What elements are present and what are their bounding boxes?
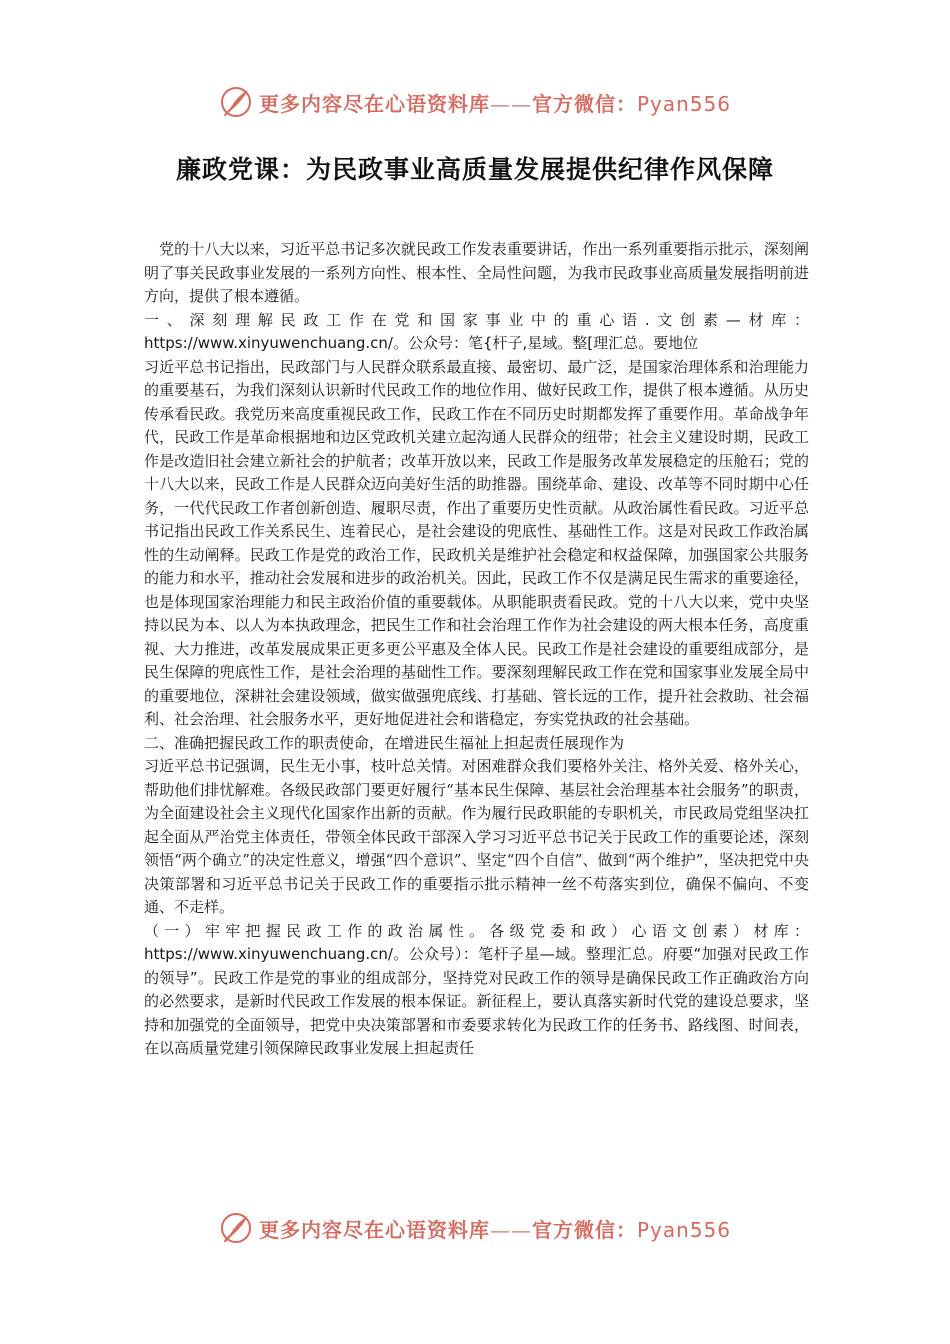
document-body xyxy=(144,238,809,1061)
feather-quill-logo-icon xyxy=(219,85,253,119)
section-heading-1: 一、深刻理解民政工作在党和国家事业中的重心语.文创素—材库：https://www.xinyuwenchuang.cn/。公众号：笔{杆子,星域。整[理汇总。要地位 xyxy=(144,310,809,352)
banner-text xyxy=(259,1214,731,1243)
banner-separator: —— xyxy=(489,91,532,116)
header-banner xyxy=(0,82,950,122)
banner-separator: —— xyxy=(489,1217,532,1242)
body-paragraph-2: 习近平总书记强调，民生无小事，枝叶总关情。对困难群众我们要格外关注、格外关爱、格外关心，帮助他们排忧解难。各级民政部门要更好履行“基本民生保障、基层社会治理基本社会服务”的职责，为全面建设社会主义现代化国家作出新的贡献。作为履行民政职能的专职机关，市民政局党组坚决扛起全面从严治党主体责任，带领全体民政干部深入学习习近平总书记关于民政工作的重要论述，深刻领悟“两个确立”的决定性意义，增强“四个意识”、坚定“四个自信”、做到“两个维护”，坚决把党中央决策部署和习近平总书记关于民政工作的重要指示批示精神一丝不苟落实到位，确保不偏向、不变通、不走样。 xyxy=(144,757,809,916)
document-title: 廉政党课：为民政事业高质量发展提供纪律作风保障 xyxy=(175,155,774,184)
subsection-paragraph-1: （一）牢牢把握民政工作的政治属性。各级党委和政）心语文创素）材库：https://www.xinyuwenchuang.cn/。公众号）：笔杆子星—域。整理汇总。府要“加强对民政工作的领导”。民政工作是党的事业的组成部分，坚持党对民政工作的领导是确保民政工作正确政治方向的必然要求，是新时代民政工作发展的根本保证。新征程上，要认真落实新时代党的建设总要求，坚持和加强党的全面领导，把党中央决策部署和市委要求转化为民政工作的任务书、路线图、时间表，在以高质量党建引领保障民政事业发展上担起责任 xyxy=(144,921,809,1057)
footer-banner xyxy=(0,1208,950,1248)
body-paragraph-1: 习近平总书记指出，民政部门与人民群众联系最直接、最密切、最广泛，是国家治理体系和治理能力的重要基石，为我们深刻认识新时代民政工作的地位作用、做好民政工作，提供了根本遵循。从历史传承看民政。我党历来高度重视民政工作，民政工作在不同历史时期都发挥了重要作用。革命战争年代，民政工作是革命根据地和边区党政机关建立起沟通人民群众的纽带；社会主义建设时期，民政工作是改造旧社会建立新社会的护航者；改革开放以来，民政工作是服务改革发展稳定的压舱石；党的十八大以来，民政工作是人民群众迈向美好生活的助推器。围绕革命、建设、改革等不同时期中心任务，一代代民政工作者创新创造、履职尽责，作出了重要历史性贡献。从政治属性看民政。习近平总书记指出民政工作关系民生、连着民心，是社会建设的兜底性、基础性工作。这是对民政工作政治属性的生动阐释。民政工作是党的政治工作，民政机关是维护社会稳定和权益保障，加强国家公共服务的能力和水平，推动社会发展和进步的政治机关。因此，民政工作不仅是满足民生需求的重要途径，也是体现国家治理能力和民主政治价值的重要载体。从职能职责看民政。党的十八大以来，党中央坚持以民为本、以人为本执政理念，把民生工作和社会治理工作作为社会建设的两大根本任务，高度重视、大力推进，改革发展成果正更多更公平惠及全体人民。民政工作是社会建设的重要组成部分，是民生保障的兜底性工作，是社会治理的基础性工作。要深刻理解民政工作在党和国家事业发展全局中的重要地位，深耕社会建设领域，做实做强兜底线、打基础、管长远的工作，提升社会救助、社会福利、社会治理、社会服务水平，更好地促进社会和谐稳定，夯实党执政的社会基础。 xyxy=(144,357,809,728)
banner-text xyxy=(259,88,731,117)
feather-quill-logo-icon xyxy=(219,1211,253,1245)
intro-paragraph: 党的十八大以来，习近平总书记多次就民政工作发表重要讲话，作出一系列重要指示批示，深刻阐明了事关民政事业发展的一系列方向性、根本性、全局性问题，为我市民政事业高质量发展指明前进方向，提供了根本遵循。 xyxy=(144,240,809,305)
banner-wechat-label: 官方微信： xyxy=(531,1217,637,1242)
banner-wechat-label: 官方微信： xyxy=(531,91,637,116)
banner-slogan: 更多内容尽在心语资料库 xyxy=(258,1217,490,1242)
banner-wechat-id: Pyan556 xyxy=(636,91,731,116)
banner-wechat-id: Pyan556 xyxy=(636,1217,731,1242)
banner-slogan: 更多内容尽在心语资料库 xyxy=(258,91,490,116)
section-heading-2: 二、准确把握民政工作的职责使命，在增进民生福祉上担起责任展现作为 xyxy=(144,733,625,752)
